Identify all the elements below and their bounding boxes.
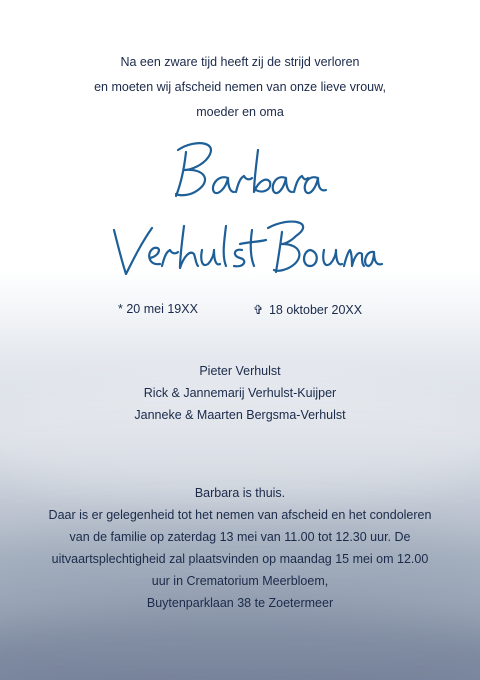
birth-date: * 20 mei 19XX bbox=[118, 302, 198, 316]
notice-line: Daar is er gelegenheid tot het nemen van afscheid en het condoleren bbox=[48, 508, 432, 522]
cross-icon: ✞ bbox=[253, 303, 264, 317]
family-member: Pieter Verhulst bbox=[199, 364, 281, 378]
intro-line: moeder en oma bbox=[196, 105, 284, 119]
family-member: Rick & Jannemarij Verhulst-Kuijper bbox=[143, 386, 337, 400]
watercolor-wash bbox=[0, 610, 480, 680]
notice-line: uur in Crematorium Meerbloem, bbox=[151, 574, 329, 588]
funeral-notice bbox=[0, 482, 480, 614]
death-date: 18 oktober 20XX bbox=[268, 303, 363, 317]
family-member: Janneke & Maarten Bergsma-Verhulst bbox=[134, 408, 346, 422]
notice-line: Buytenparklaan 38 te Zoetermeer bbox=[146, 596, 334, 610]
notice-line: uitvaartsplechtigheid zal plaatsvinden op maandag 15 mei om 12.00 bbox=[51, 552, 429, 566]
life-dates bbox=[0, 302, 480, 320]
family-list bbox=[0, 360, 480, 426]
intro-line: Na een zware tijd heeft zij de strijd verloren bbox=[120, 55, 360, 69]
intro-text bbox=[0, 50, 480, 125]
last-name-script bbox=[114, 222, 382, 274]
first-name-script bbox=[176, 143, 326, 196]
deceased-name-script bbox=[0, 130, 480, 290]
notice-line: Barbara is thuis. bbox=[194, 486, 286, 500]
notice-line: van de familie op zaterdag 13 mei van 11.00 tot 12.30 uur. De bbox=[69, 530, 411, 544]
intro-line: en moeten wij afscheid nemen van onze lieve vrouw, bbox=[94, 80, 386, 94]
death-date-group bbox=[253, 302, 362, 317]
